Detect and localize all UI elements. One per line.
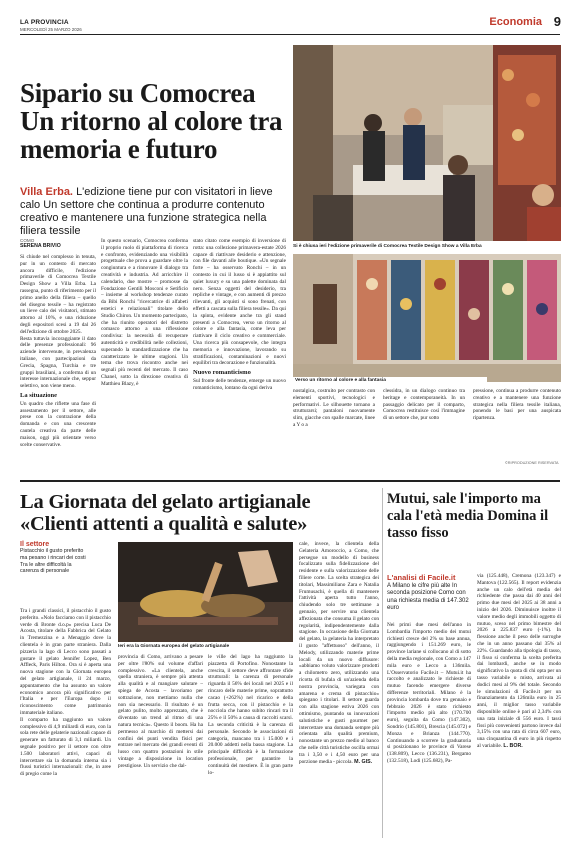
byline-city: COMO [20, 238, 35, 243]
article2-column-3: le ville del lago ha raggiunto la piazzetta di Portofino. Nonostante la crescita, il settore deve affrontare sfide strutturali: la carenza di personale riguarda il 56% dei locali nel 2025 e il rincaro delle materie prime, soprattutto cacao (+262%) nel ricarico e della frutta secca, con il pistacchio e la nocciola che hanno subito rincari tra il 25% e il 50% a causa di raccolti scarsi. La seconda criticità è la carenza di personale. Secondo le associazioni di categoria, mancano tra i 15.000 e i 20.000 addetti nella bassa stagione. La principale difficoltà è la formazione professionale, per garantire la continuità del mestiere. È in gran parte lo- [208, 654, 293, 776]
article3-column-2 [477, 573, 561, 840]
article1-subhead [20, 186, 285, 238]
article1-subhead-romanticismo: Nuovo romanticismo [193, 369, 251, 377]
article1-headline: Sipario su Comocrea Un ritorno al colore tra memoria e futuro [20, 78, 283, 164]
article1-col1c-text: Un quadro che riflette una fase di assestamento per il settore, alle prese con la contrazione della domanda e con una crescente cautela creativa da parte delle maison, oggi più orientate verso scelte conservative. [20, 400, 96, 448]
article2-column-2: provincia di Como, arrivano a pesare per oltre l'80% sul volume d'affari complessivo. «La clientela, anche quella straniera, è sempre più attenta alla qualità e al mangiare salutare – spiega de Acosta – lavoriamo per sottrazione, non mettiamo nulla che non sia necessario. Il risultato è un gelato pulito, molto apprezzato, che è diventato un trend al ritmo di una natura tecnica». Questo il boom. Ha ha permesso al marchio di mettersi dai confini dei punti vendita fisici per entrare nel mercato dei grandi eventi di lusso con quattro postazioni in stile vintage a disposizione in location prestigiose. Un servizio che dal- [118, 654, 203, 769]
paper-name: LA PROVINCIA [20, 19, 69, 26]
column-divider [382, 488, 383, 838]
article1-col3b-text: Sul fronte delle tendenze, emerge un nuovo romanticismo, lontano da ogni deriva [193, 377, 286, 391]
article1-subhead-text: L'edizione tiene pur con visitatori in lieve calo Un settore che continua a produrre contenuto creativo e mantenere una funzione strategica nella filiera tessile [20, 186, 273, 237]
article1-column-3 [193, 238, 286, 466]
section-name: Economia [489, 16, 542, 28]
sidebox-body: Pistacchio il gusto preferito ma pesano i rincari dei costi Tra le altre difficoltà la carenza di personale [20, 548, 86, 575]
article2-signature: M. GIS. [354, 758, 373, 765]
photo-fabrics [293, 254, 561, 382]
article1-col1b-text: Resta tuttavia incoraggiante il dato delle presenze professionali: 96 aziende intervenute, in prevalenza italiane, con partecipazioni da Grecia, Spagna, Turchia e tre gruppi brasiliani, a conferma di un interesse internazionale che, seppur selettivo, non viene meno. [20, 335, 96, 390]
article1-kicker: Villa Erba. [20, 186, 73, 198]
page-number: 9 [553, 14, 561, 29]
article1-column-4: nostalgica, costruito per contrasto con elementi sportivi, tecnologici e performativi. Le silhouette tornano a strutturarsi; pantaloni nuovamente slim, giacche con spalle marcate, linee a Y o a [293, 388, 375, 428]
article1-col3-text: stato citato come esempio di inversione di rotta: una collezione primavera-estate 2026 capace di riattivare desiderio e attenzione, con file davanti alle boutique. «Un segnale forte – ha osservato Ronchi – in un contesto in cui il lusso si è appiattito sul quiet luxury e su una palette dominata dal nero. Senza oggetti del desiderio, tra repliche e vintage, e con aumenti di prezzo rilevanti, gli acquisti si sono frenati, con effetti a cascata sulla filiera tessile». Da qui la spinta, evidente anche tra gli stand presenti a Comocrea, verso un ritorno al colore e alla fantasia, come leva per riattivare il ciclo creativo e commerciale. Una ricerca più consapevole, che integra memoria e innovazione, lavorando su stratificazioni, contaminazioni e nuovi equilibri tra decorazione e funzionalità. [193, 238, 286, 367]
header-rule [20, 34, 560, 35]
article3-col2-text: via (125.448), Cremona (123.347) e Mantova (122.565). Il report evidenzia anche un calo dell'età media del richiedente che passa dai 40 anni del primo due mesi del 2025 ai 38 anni a inizio del 2026. Diminuisce inoltre il valore medio degli immobili oggetto di mutuo, sceso nel primo bimestre del 2026 a 225.837 euro (-1%). In flessione anche il peso delle surroghe che in un anno passano dal 35% al 22%. Guardando alla tipologia di tasso, il fisso si conferma la scelta preferita dai lombardi, anche se in modo significativo la quota di chi opta per un tasso variabile o misto, arrivata ai dodici mesi al 9% del totale. Secondo le simulazioni di Facile.it per un finanziamento da 126mila euro in 25 anni, il miglior tasso variabile disponibile online è pari al 2,34% con una rata iniziale di 556 euro. I tassi fissi più convenienti partono invece dal 3,15% con una rata di circa 607 euro, una cinquantina di euro in più rispetto al variabile. [477, 573, 561, 749]
article1-col1-text: Si chiude nel complesso in tenuta, pur in un contesto di mercato ancora difficile, l'edizione primaverile di Comocrea Textile Design Show a Villa Erba. La rassegna, punto di riferimento per il primo anello della filiera – quello del disegno tessile – ha registrato un lieve calo dei visitatori, stimato attorno al 10%, e una riduzione degli espositori scesi a 19 dal 26 dell'edizione di ottobre 2025. [20, 254, 96, 335]
caption-textile-show: Si è chiusa ieri l'edizione primaverile di Comocrea Textile Design Show a Villa Erba [293, 244, 482, 249]
article2-col4-text: cale, invece, la clientela della Gelateria Amoroccio, a Como, che persegue un modello di business focalizzato sulla fidelizzazione del residente e sulla valorizzazione delle filiere corte. La scelta strategica dei titolari, Massimiliano Zara e Natalia Frumusachi, è quella di mantenere l'attività aperta tutto l'anno, chiudendo solo tre settimane a gennaio, per servire una clientela affezionata che consuma il gelato con regolarità, indipendentemente dalla stagione. In occasione della Giornata del gelato, la gelateria ha interpretato il gusto "affettuoso" dell'anno, il Melody, utilizzando materie prime locali da un nuovo diffusore: «abbiamo voluto valorizzare prodotti a chilometro zero, utilizzando una ricotta di bufala di un'azienda della nostra provincia, variegata con amarena e crema di pistacchio» spiegano i titolari. Il settore guarda con alla stagione estiva 2026 con ottimismo, puntando su innovazioni salutistiche e gusti gourmet per intercettare una domanda sempre più orientata alla qualità premium, nonostante un prezzo medio al banco che nelle città turistiche oscilla ormai tra i 3,50 e i 4,50 euro per una porzione media - piccola. [299, 541, 379, 765]
article1-column-1 [20, 254, 96, 466]
article2-col1-text: Tra i grandi classici, il pistacchio il gusto preferito. «Nolo facciamo con il pistacchio verde di Bronte d.o.p» precisa Luca De Acosta, titolare della Fabbrica del Gelato in Tremezzina e a Menaggio dove la clientela è in gran parte straniera. Dalla pizzeria la lago di Lecco sono passati a gustare il gelato Jennifer Lopez, Ben Affleck, Paris Hilton. Ora si è aperta una nuova stagione con la Giornata europea del gelato artigianale, il 24 marzo, appuntamento che ha assunto un valore economico ancora più significativo per l'Italia e per l'Europa dopo il riconoscimento come patrimonio immateriale italiano. [20, 608, 111, 716]
article1-column-5: clessidra, in un dialogo continuo tra heritage e contemporaneità. In un passaggio delicato per il comparto, Comocrea restituisce così l'immagine di un settore che, pur sotto [383, 388, 465, 422]
section-divider [20, 480, 560, 482]
facile-box-body: A Milano le cifre più alte In seconda posizione Como con una richiesta media di 147.302 euro [387, 583, 469, 612]
byline-author: SERENA BRIVIO [20, 243, 61, 249]
article3-signature: L. BOR. [503, 742, 523, 749]
sidebox-title: Il settore [20, 541, 50, 548]
photo-textile-show [293, 45, 561, 241]
facile-box-title: L'analisi di Facile.it [387, 573, 456, 582]
article1-subhead-situazione: La situazione [20, 391, 58, 399]
article3-column-1: Nei primi due mesi dell'anno in Lombardia l'importo medio dei mutui richiesti cresce del 2% su base annua, raggiungendo i 151.269 euro, le province lariane si collocano al di sotto della media regionale, con Como a 147 mila euro e Lecco a 136mila. L'Osservatorio Facile.it – Mutui.it ha raccolto e analizzato le richieste di mutuo facendo emergere diverse differenze territoriali. Milano è la provincia lombarda dove tra gennaio e febbraio 2026 è stato richiesto l'importo medio più alto (170.700 euro), seguita da Como (147.302), Sondrio (145.801), Brescia (145.072) e Monza e Brianza (144.770). Continuando a scorrere la graduatoria si posizionano le province di Varese (138.809), Lecco (136.231), Bergamo (132.518), Lodi (125.682), Pa- [387, 622, 471, 764]
caption-fabrics: Verso un ritorno al colore e alla fantasia [293, 377, 487, 384]
article2-sidebox [20, 541, 90, 575]
article1-column-6: pressione, continua a produrre contenuto creativo e a mantenere una funzione strategica nella filiera tessile italiana, ponendo le basi per una auspicata ripartenza. [473, 388, 561, 422]
article2-headline: La Giornata del gelato artigianale «Clienti attenti a qualità e salute» [20, 491, 311, 535]
article3-headline: Mutui, sale l'importo ma cala l'età media Domina il tasso fisso [387, 491, 549, 541]
photo-gelato [118, 542, 293, 642]
article1-column-2: In questo scenario, Comocrea conferma il proprio ruolo di piattaforma di ricerca e confronto, evidenziando una visibilità progettuale che prova a guardare oltre la congiuntura e a rinnovare il dialogo tra creatività e industria. Ad arricchire il calendario, due mostre – promosse da Fondazione Gentili Mosconi e Setificio – insieme al workshop tendenze curato da Bibi Ronchi "ricercatrice di alfabeti estetici e relazionali" titolare dello Studio Chiron. Un momento partecipato, che ha riunito operatori del distretto comasco attorno a una riflessione condivisa: la necessità di recuperare autenticità e credibilità nelle collezioni, superando la standardizzazione che ha caratterizzato le ultime stagioni. Un tema che trova riscontro anche nei segnali più recenti del mercato. Il caso Chanel, sotto la direzione creativa di Matthieu Blazy, è [101, 238, 188, 387]
article2-column-4 [299, 541, 379, 838]
article2-column-1 [20, 608, 111, 838]
article2-col1b-text: Il comparto ha raggiunto un valore complessivo di 4,9 miliardi di euro, con la sola rete delle gelaterie nazionali capace di generare un fatturato di 3,1 miliardi. Un segnale positivo per il settore con oltre 1.500 laboratori attivi, capaci di intercettare sia la domanda interna sia i flussi turistici internazionali: che, in aree di pregio come la [20, 716, 111, 778]
issue-date: MERCOLEDÌ 25 MARZO 2026 [20, 27, 82, 32]
rights-notice: ©RIPRODUZIONE RISERVATA [505, 461, 559, 465]
caption-gelato: Ieri era la Giornata europea del gelato artigianale [118, 644, 230, 649]
